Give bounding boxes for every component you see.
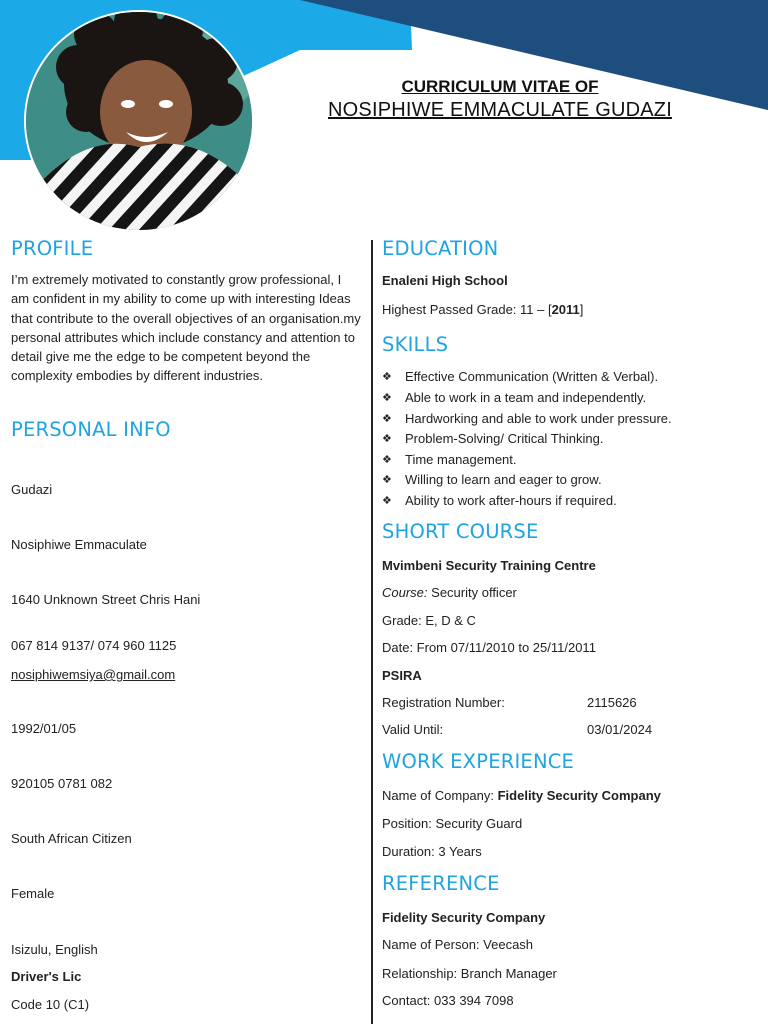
languages: Isizulu, English: [11, 942, 98, 957]
skill-text: Ability to work after-hours if required.: [405, 493, 617, 508]
skill-item: [382, 493, 617, 508]
registration-row: [382, 695, 637, 710]
registration-label: Registration Number:: [382, 695, 505, 710]
applicant-name: NOSIPHIWE EMMACULATE GUDAZI: [328, 99, 672, 121]
license-code: Code 10 (C1): [11, 997, 90, 1012]
company-name: Fidelity Security Company: [497, 788, 661, 803]
profile-heading: PROFILE: [11, 237, 94, 260]
date-of-birth: 1992/01/05: [11, 721, 77, 736]
skill-text: Effective Communication (Written & Verbal).: [405, 369, 659, 384]
skill-item: [382, 431, 603, 446]
valid-until-row: [382, 722, 653, 737]
skill-item: [382, 452, 517, 467]
reference-relationship: Relationship: Branch Manager: [382, 966, 557, 981]
first-names: Nosiphiwe Emmaculate: [11, 537, 147, 552]
surname: Gudazi: [11, 482, 53, 497]
diamond-bullet-icon: ❖: [382, 371, 392, 383]
position: Position: Security Guard: [382, 816, 523, 831]
skill-item: [382, 472, 602, 487]
short-course-heading: SHORT COURSE: [382, 520, 539, 543]
company-label: Name of Company:: [382, 788, 498, 803]
grade-year: 2011: [551, 302, 580, 317]
profile-photo: [24, 10, 254, 232]
left-column: [11, 236, 361, 1012]
reference-company: Fidelity Security Company: [382, 910, 546, 925]
course-grade: Grade: E, D & C: [382, 613, 476, 628]
course-value: Security officer: [427, 585, 517, 600]
gender: Female: [11, 886, 55, 901]
course-dates: Date: From 07/11/2010 to 25/11/2011: [382, 640, 596, 655]
email-link[interactable]: nosiphiwemsiya@gmail.com: [11, 667, 176, 682]
skill-text: Hardworking and able to work under pressure.: [405, 411, 672, 426]
skill-text: Able to work in a team and independently.: [405, 390, 647, 405]
course-label: Course:: [382, 585, 428, 600]
skills-heading: SKILLS: [382, 333, 449, 356]
diamond-bullet-icon: ❖: [382, 392, 392, 404]
personal-info-heading: PERSONAL INFO: [11, 418, 171, 441]
institution-name: Mvimbeni Security Training Centre: [382, 558, 596, 573]
diamond-bullet-icon: ❖: [382, 495, 392, 507]
psira-label: PSIRA: [382, 668, 422, 683]
license-label: Driver's Lic: [11, 969, 82, 984]
grade-suffix: ]: [579, 302, 584, 317]
reference-person: Name of Person: Veecash: [382, 937, 534, 952]
skill-text: Willing to learn and eager to grow.: [405, 472, 602, 487]
skill-text: Problem-Solving/ Critical Thinking.: [405, 431, 604, 446]
diamond-bullet-icon: ❖: [382, 474, 392, 486]
skill-item: [382, 390, 646, 405]
profile-text: I’m extremely motivated to constantly grow professional, I am confident in my ability to come up with interesting Ideas that contribute to the overall objectives of an organisation.my personal attributes which include constancy and attention to detail give me the edge to be competent beyond the complexity embodies by different industries.: [11, 272, 361, 384]
id-number: 920105 0781 082: [11, 776, 113, 791]
skill-item: [382, 369, 658, 384]
grade-prefix: Highest Passed Grade: 11 – [: [382, 302, 552, 317]
reference-heading: REFERENCE: [382, 872, 500, 895]
skill-text: Time management.: [405, 452, 517, 467]
highest-grade: [382, 302, 583, 317]
valid-until-value: 03/01/2024: [587, 722, 653, 737]
school-name: Enaleni High School: [382, 273, 508, 288]
diamond-bullet-icon: ❖: [382, 454, 392, 466]
diamond-bullet-icon: ❖: [382, 413, 392, 425]
registration-value: 2115626: [587, 695, 637, 710]
title-line-1: CURRICULUM VITAE OF: [401, 77, 599, 96]
duration: Duration: 3 Years: [382, 844, 482, 859]
address: 1640 Unknown Street Chris Hani: [11, 592, 201, 607]
reference-contact: Contact: 033 394 7098: [382, 993, 514, 1008]
education-heading: EDUCATION: [382, 237, 499, 260]
phone: 067 814 9137/ 074 960 1125: [11, 638, 177, 653]
work-experience-heading: WORK EXPERIENCE: [382, 750, 575, 773]
column-divider: [371, 240, 373, 1024]
cv-title: [300, 76, 700, 122]
company-row: [382, 788, 661, 803]
skill-item: [382, 411, 672, 426]
diamond-bullet-icon: ❖: [382, 433, 392, 445]
citizenship: South African Citizen: [11, 831, 132, 846]
valid-until-label: Valid Until:: [382, 722, 444, 737]
course: [382, 585, 517, 600]
